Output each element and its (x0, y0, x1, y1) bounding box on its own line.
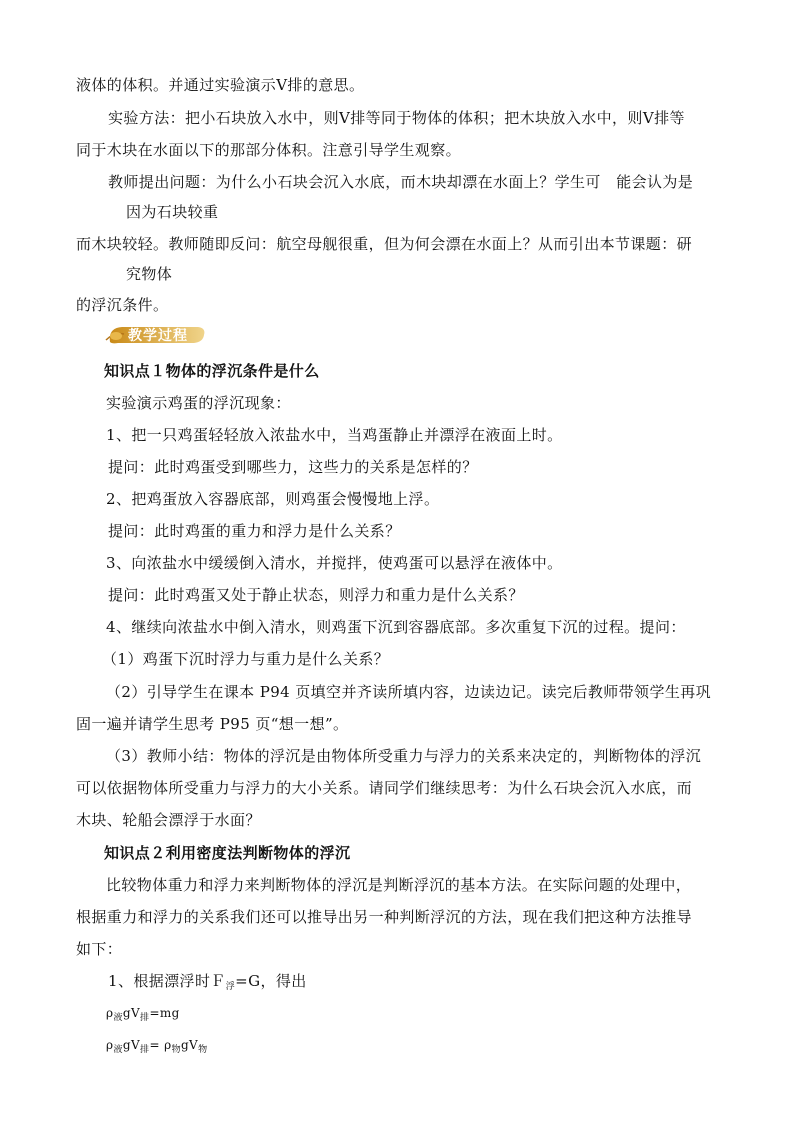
paragraph-line: 提问：此时鸡蛋受到哪些力，这些力的关系是怎样的？ (108, 458, 478, 476)
formula-text: =G，得出 (235, 972, 307, 990)
formula-subscript: 浮 (225, 982, 236, 992)
formula-symbol: ρ (106, 1006, 114, 1020)
formula-line (108, 970, 307, 995)
paragraph-line: 根据重力和浮力的关系我们还可以推导出另一种判断浮沉的方法，现在我们把这种方法推导 (76, 908, 693, 926)
paragraph-line: 如下： (76, 940, 123, 958)
section-badge (104, 322, 208, 348)
formula-subscript: 液 (113, 1045, 123, 1055)
paragraph-line: 3、向浓盐水中缓缓倒入清水，并搅拌，使鸡蛋可以悬浮在液体中。 (106, 554, 563, 572)
formula-symbol: gV (180, 1038, 199, 1052)
formula-symbol: gV (122, 1006, 141, 1020)
formula-subscript: 排 (140, 1013, 150, 1023)
paragraph-line: 教师提出问题：为什么小石块会沉入水底，而木块却漂在水面上？学生可 能会认为是 (108, 173, 694, 191)
paragraph-line: 2、把鸡蛋放入容器底部，则鸡蛋会慢慢地上浮。 (106, 490, 440, 508)
formula-text: 1、根据漂浮时Ｆ (108, 972, 226, 990)
paragraph-line: 提问：此时鸡蛋的重力和浮力是什么关系？ (108, 522, 401, 540)
paragraph-line: 可以依据物体所受重力与浮力的大小关系。请同学们继续思考：为什么石块会沉入水底，而 (76, 779, 693, 797)
paragraph-line: （2）引导学生在课本 P94 页填空并齐读所填内容，边读边记。读完后教师带领学生再巩 (106, 683, 712, 701)
paragraph-line: 固一遍并请学生思考 P95 页“想一想”。 (76, 715, 349, 733)
paragraph-line: 4、继续向浓盐水中倒入清水，则鸡蛋下沉到容器底部。多次重复下沉的过程。提问： (106, 618, 686, 636)
paragraph-line: 提问：此时鸡蛋又处于静止状态，则浮力和重力是什么关系？ (108, 586, 524, 604)
section-heading: 知识点２利用密度法判断物体的浮沉 (104, 844, 351, 862)
paragraph-line: 实验方法：把小石块放入水中，则V排等同于物体的体积；把木块放入水中，则V排等 (108, 109, 685, 127)
paragraph-line: 而木块较轻。教师随即反问：航空母舰很重，但为何会漂在水面上？从而引出本节课题：研 (76, 235, 693, 253)
paragraph-line: 的浮沉条件。 (76, 296, 169, 314)
formula-text: = ρ (149, 1038, 172, 1052)
formula-line (106, 1034, 208, 1058)
paragraph-line: 1、把一只鸡蛋轻轻放入浓盐水中，当鸡蛋静止并漂浮在液面上时。 (106, 426, 563, 444)
section-heading: 知识点１物体的浮沉条件是什么 (104, 362, 320, 380)
paragraph-line: （1）鸡蛋下沉时浮力与重力是什么关系？ (102, 650, 390, 668)
formula-subscript: 排 (140, 1045, 150, 1055)
paragraph-line: 因为石块较重 (126, 203, 219, 221)
formula-text: =mg (149, 1006, 180, 1020)
paragraph-line: 究物体 (126, 265, 173, 283)
formula-symbol: gV (122, 1038, 141, 1052)
formula-symbol: ρ (106, 1038, 114, 1052)
badge-label: 教学过程 (128, 328, 188, 344)
paragraph-line: 液体的体积。并通过实验演示V排的意思。 (76, 76, 365, 94)
paragraph-line: 同于木块在水面以下的那部分体积。注意引导学生观察。 (76, 141, 462, 159)
paragraph-line: 实验演示鸡蛋的浮沉现象： (106, 394, 291, 412)
formula-subscript: 物 (198, 1045, 208, 1055)
paragraph-line: （3）教师小结：物体的浮沉是由物体所受重力与浮力的关系来决定的，判断物体的浮沉 (106, 747, 702, 765)
paragraph-line: 比较物体重力和浮力来判断物体的浮沉是判断浮沉的基本方法。在实际问题的处理中， (106, 876, 692, 894)
formula-line (106, 1002, 180, 1026)
formula-subscript: 物 (171, 1045, 181, 1055)
formula-subscript: 液 (113, 1013, 123, 1023)
paragraph-line: 木块、轮船会漂浮于水面？ (76, 811, 261, 829)
